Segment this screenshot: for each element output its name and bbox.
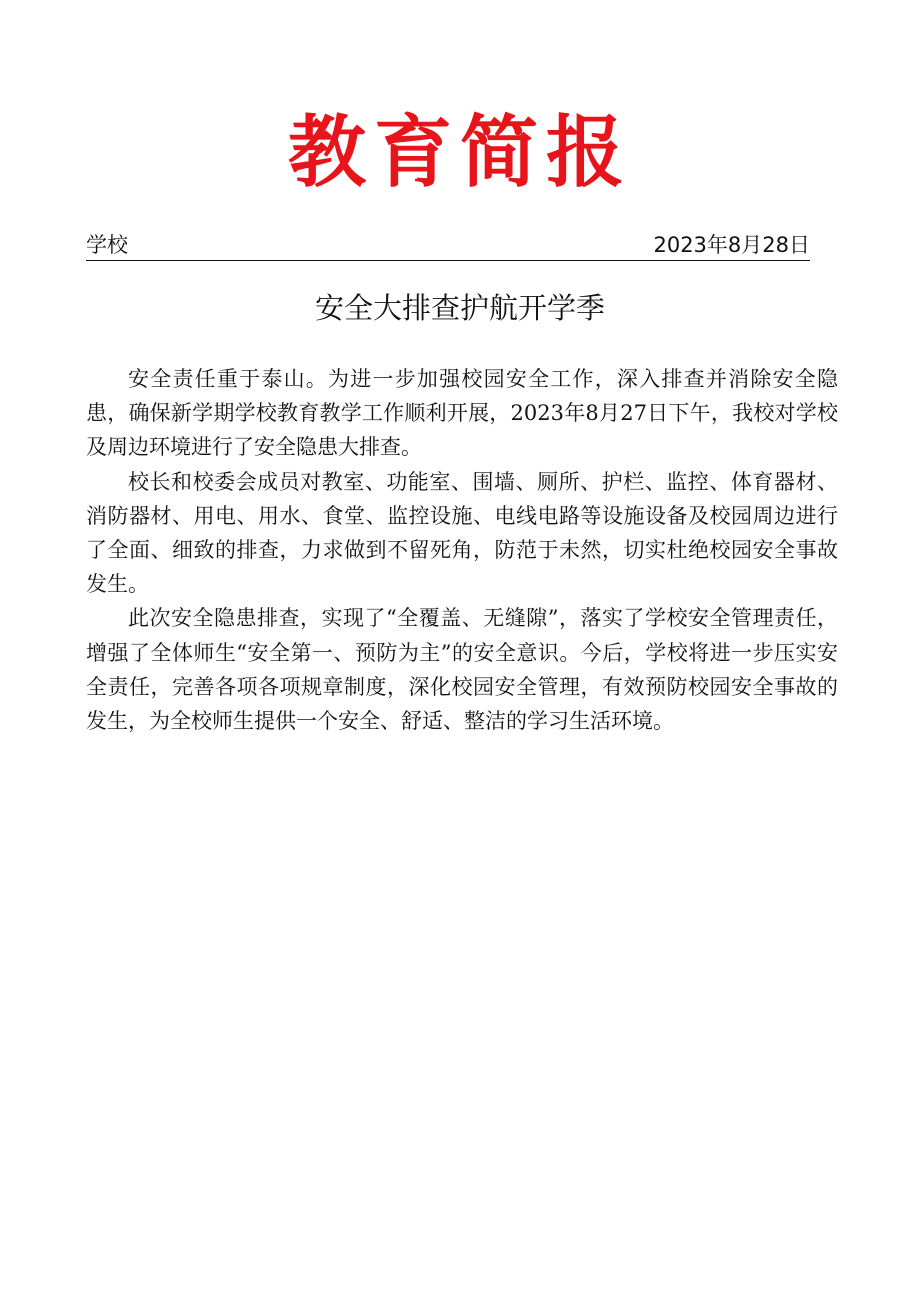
masthead-title: 教育简报 [287, 107, 632, 198]
paragraph: 安全责任重于泰山。为进一步加强校园安全工作，深入排查并消除安全隐患，确保新学期学校教育教学工作顺利开展，2023年8月27日下午，我校对学校及周边环境进行了安全隐患大排查。 [86, 367, 838, 460]
paragraph: 校长和校委会成员对教室、功能室、围墙、厕所、护栏、监控、体育器材、消防器材、用电、用水、食堂、监控设施、电线电路等设施设备及校园周边进行了全面、细致的排查，力求做到不留死角，防范于未然，切实杜绝校园安全事故发生。 [86, 469, 838, 597]
paragraph: 此次安全隐患排查，实现了“全覆盖、无缝隙”，落实了学校安全管理责任，增强了全体师生“安全第一、预防为主”的安全意识。今后，学校将进一步压实安全责任，完善各项各项规章制度，深化校园安全管理，有效预防校园安全事故的发生，为全校师生提供一个安全、舒适、整洁的学习生活环境。 [86, 606, 838, 734]
meta-row [86, 230, 810, 261]
issue-date: 2023年8月28日 [653, 233, 810, 257]
article-title: 安全大排查护航开学季 [314, 291, 605, 325]
article-body [86, 362, 838, 738]
school-label: 学校 [86, 233, 128, 257]
